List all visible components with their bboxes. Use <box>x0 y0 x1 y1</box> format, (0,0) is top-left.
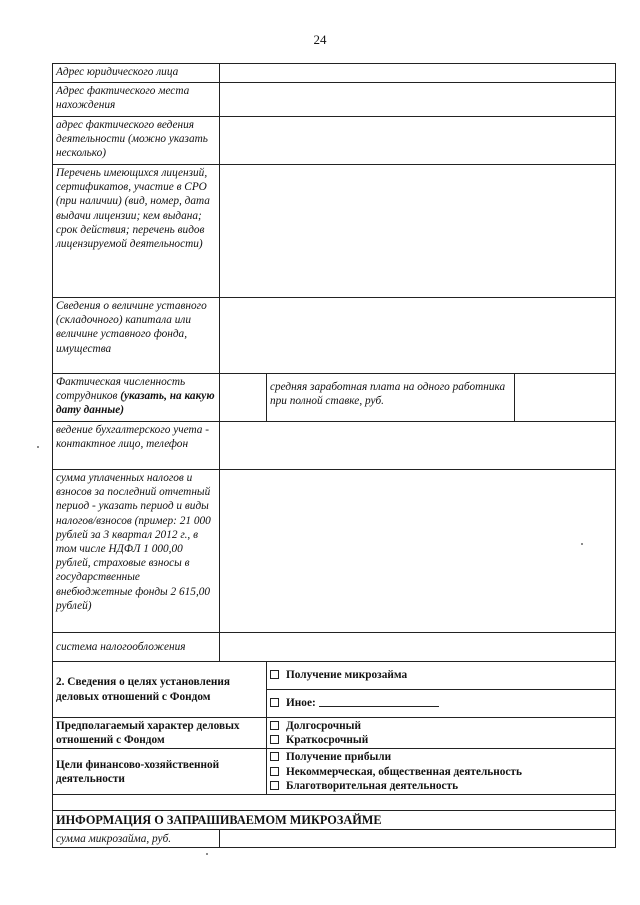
avg-salary-field[interactable] <box>515 374 616 422</box>
licenses-label: Перечень имеющихся лицензий, сертификатов, участие в СРО (при наличии) (вид, номер, дата выдачи лицензии; кем выдана; срок действия; перечень видов лицензируемой деятельности) <box>53 165 220 298</box>
accounting-label: ведение бухгалтерского учета - контактное лицо, телефон <box>53 422 220 470</box>
capital-label: Сведения о величине уставного (складочного) капитала или величине уставного фонда, имущества <box>53 298 220 374</box>
legal-address-field[interactable] <box>220 64 616 83</box>
headcount-hint: (указать, на какую дату данные) <box>56 390 215 417</box>
goals-option-charity[interactable] <box>270 779 612 793</box>
checkbox-icon[interactable] <box>270 735 279 744</box>
goals-option-profit-label: Получение прибыли <box>286 751 392 764</box>
option-loan[interactable] <box>267 662 616 690</box>
relations-option-short-label: Краткосрочный <box>286 734 369 747</box>
capital-field[interactable] <box>220 298 616 374</box>
headcount-label-text: Фактическая численность сотрудников <box>56 376 186 403</box>
actual-address-field[interactable] <box>220 83 616 117</box>
checkbox-icon[interactable] <box>270 721 279 730</box>
other-input-line[interactable] <box>319 696 439 707</box>
questionnaire-table <box>52 63 616 848</box>
option-other[interactable] <box>267 690 616 718</box>
spacer-row <box>53 795 616 811</box>
relations-option-long-label: Долгосрочный <box>286 720 361 732</box>
goals-option-nonprofit-label: Некоммерческая, общественная деятельность <box>286 765 522 778</box>
loan-section-title: ИНФОРМАЦИЯ О ЗАПРАШИВАЕМОМ МИКРОЗАЙМЕ <box>53 811 616 830</box>
activity-address-field[interactable] <box>220 117 616 165</box>
checkbox-icon[interactable] <box>270 752 279 761</box>
section2-title: 2. Сведения о целях установления деловых отношений с Фондом <box>53 662 267 718</box>
checkbox-icon[interactable] <box>270 781 279 790</box>
loan-amount-label: сумма микрозайма, руб. <box>53 830 220 848</box>
licenses-field[interactable] <box>220 165 616 298</box>
taxes-paid-field[interactable] <box>220 470 616 633</box>
goals-label: Цели финансово-хозяйственной деятельности <box>53 749 267 795</box>
taxes-paid-label: сумма уплаченных налогов и взносов за последний отчетный период - указать период и виды налогов/взносов (пример: 21 000 рублей за 3 квартал 2012 г., в том числе НДФЛ 1 000,00 рублей, страховые взносы в государственные внебюджетные фонды 2 615,00 рублей) <box>53 470 220 633</box>
headcount-label <box>53 374 220 422</box>
scan-speck <box>37 446 39 448</box>
checkbox-icon[interactable] <box>270 698 279 707</box>
scan-speck <box>206 853 208 855</box>
checkbox-icon[interactable] <box>270 670 279 679</box>
loan-amount-field[interactable] <box>220 830 616 848</box>
option-other-label: Иное: <box>286 697 316 710</box>
relations-option-long[interactable] <box>270 719 612 733</box>
relations-options <box>267 718 616 749</box>
goals-option-charity-label: Благотворительная деятельность <box>286 779 459 792</box>
page-number: 24 <box>313 32 327 47</box>
accounting-field[interactable] <box>220 422 616 470</box>
relations-label: Предполагаемый характер деловых отношений с Фондом <box>53 718 267 749</box>
tax-system-field[interactable] <box>220 633 616 662</box>
goals-options <box>267 749 616 795</box>
option-loan-label: Получение микрозайма <box>286 669 408 682</box>
goals-option-profit[interactable] <box>270 750 612 764</box>
checkbox-icon[interactable] <box>270 767 279 776</box>
tax-system-label: система налогообложения <box>53 633 220 662</box>
relations-option-short[interactable] <box>270 733 612 747</box>
goals-option-nonprofit[interactable] <box>270 765 612 779</box>
legal-address-label: Адрес юридического лица <box>53 64 220 83</box>
headcount-field[interactable] <box>220 374 267 422</box>
avg-salary-label: средняя заработная плата на одного работника при полной ставке, руб. <box>267 374 515 422</box>
activity-address-label: адрес фактического ведения деятельности (можно указать несколько) <box>53 117 220 165</box>
scan-speck <box>581 543 583 545</box>
actual-address-label: Адрес фактического места нахождения <box>53 83 220 117</box>
